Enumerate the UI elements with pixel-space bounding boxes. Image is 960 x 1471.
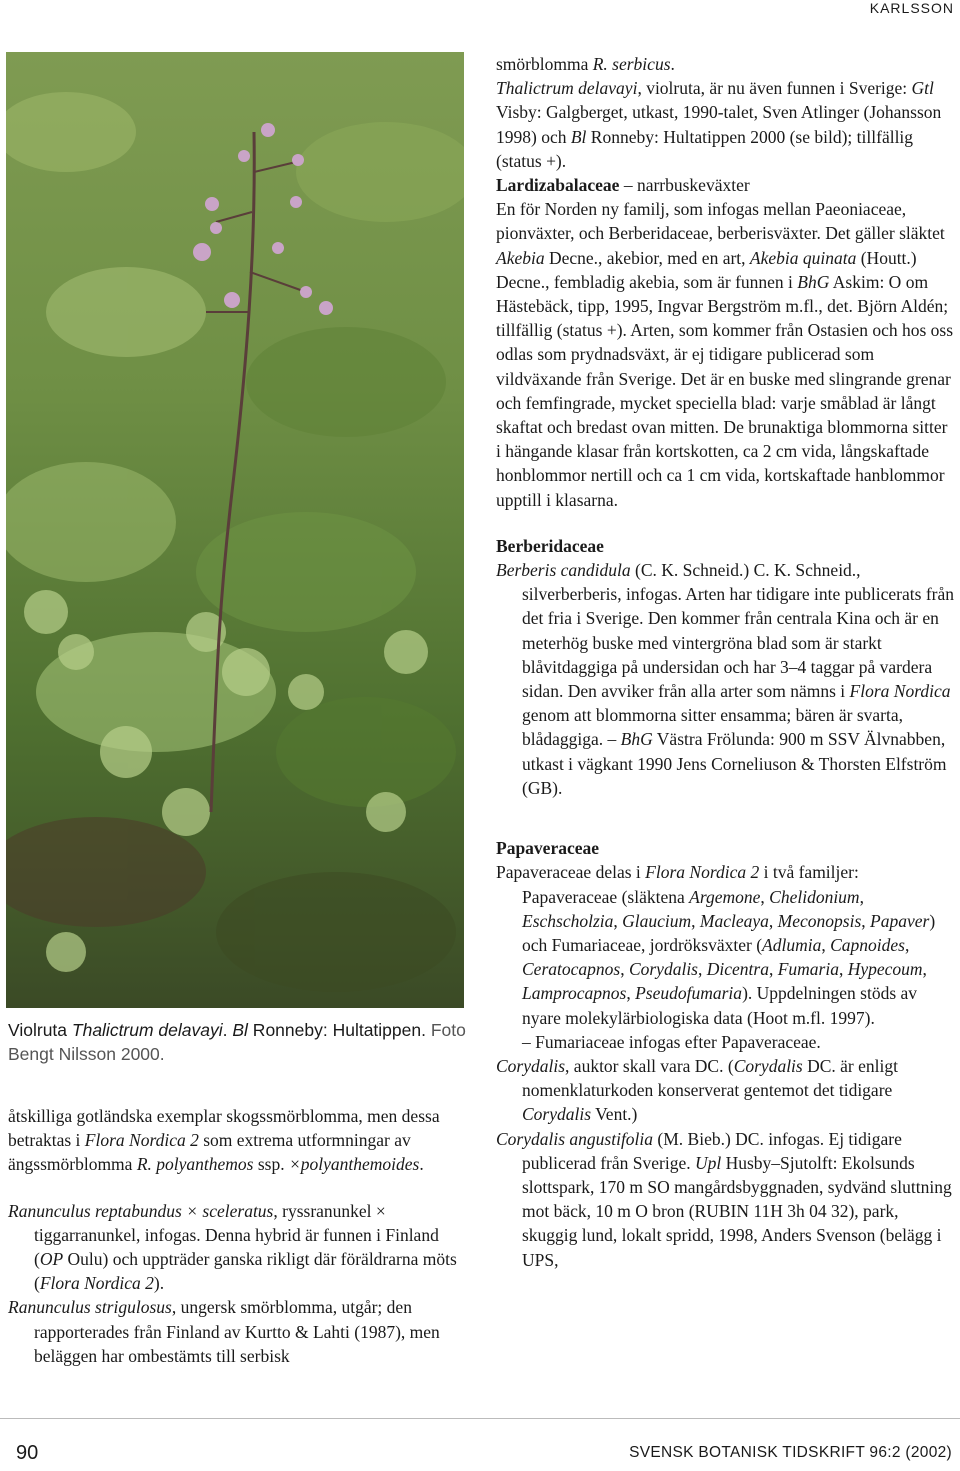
genus: Corydalis: [628, 959, 698, 980]
text: Oulu) och uppträder ganska rikligt där föräldrarna möts (: [34, 1249, 457, 1294]
text: , ryssranunkel × tiggarranunkel, infogas. Denna hybrid är funnen i Finland (: [34, 1200, 439, 1270]
paragraph: [496, 76, 954, 173]
text: ,: [861, 910, 871, 931]
taxon-name: Berberis candidula: [496, 560, 631, 581]
genus: Pseudofumaria: [635, 983, 743, 1004]
genus: Argemone: [689, 886, 761, 907]
text: Decne., akebior, med en art,: [544, 247, 750, 268]
family-heading: [496, 173, 954, 197]
family-name: Lardizabalaceae: [496, 175, 620, 196]
genus: Papaver: [870, 910, 930, 931]
text: ,: [613, 910, 623, 931]
genus: Glaucium: [622, 910, 692, 931]
left-column: [8, 1104, 468, 1368]
page-footer: [0, 1438, 960, 1468]
plant-photo: [6, 52, 464, 1008]
text: .: [419, 1154, 424, 1175]
text: ,: [859, 886, 864, 907]
paragraph: – Fumariaceae infogas efter Papaveraceae.: [522, 1031, 821, 1052]
page-number: 90: [16, 1442, 39, 1464]
genus: Eschscholzia: [522, 910, 614, 931]
genus: Ceratocapnos: [522, 959, 621, 980]
text-italic: Flora Nordica 2: [645, 862, 760, 883]
text-italic: Flora Nordica 2: [84, 1130, 199, 1151]
text: ssp.: [253, 1154, 289, 1175]
paragraph: [8, 1199, 468, 1296]
text: ,: [904, 934, 910, 955]
text: ,: [768, 959, 778, 980]
text-italic: Upl: [694, 1152, 722, 1173]
text-italic: OP: [39, 1249, 64, 1270]
caption-photo-credit: Foto Bengt Nilsson 2000.: [8, 1020, 466, 1064]
family-heading: Papaveraceae: [496, 838, 600, 859]
family-common-name: – narrbuskeväxter: [619, 175, 750, 196]
text: ,: [838, 959, 848, 980]
genus: Corydalis: [496, 1055, 566, 1076]
text: Visby: Galgberget, utkast, 1990-talet, Sven Atlinger (Johansson 1998) och: [496, 102, 942, 147]
text: Papaveraceae delas i: [496, 862, 646, 883]
paragraph: [496, 558, 954, 800]
text: ,: [626, 983, 636, 1004]
right-column: [496, 52, 954, 1272]
text: i två familjer: Papaveraceae (släktena: [522, 862, 859, 907]
taxon-name: Ranunculus strigulosus: [8, 1297, 172, 1318]
paragraph: [496, 52, 954, 76]
taxon-name: Ranunculus reptabundus × sceleratus: [8, 1200, 274, 1221]
text: Västra Frölunda: 900 m SSV Älvnabben, utkast i vägkant 1990 Jens Corneliuson & Thorsten Elfström (GB).: [522, 729, 947, 798]
text-italic: BhG: [797, 271, 830, 292]
text: ,: [698, 959, 707, 980]
text: , ungersk smörblomma, utgår; den rapporterades från Finland av Kurtto & Lahti (1987), men beläggen har ombestämts till serbisk: [34, 1297, 440, 1366]
paragraph: [496, 1054, 954, 1127]
text-italic: R. serbicus: [592, 54, 671, 74]
text: ,: [821, 934, 831, 955]
text-italic: Flora Nordica 2: [39, 1273, 154, 1294]
genus: Corydalis: [733, 1055, 803, 1076]
caption-text: Ronneby: Hultatippen.: [247, 1020, 426, 1040]
caption-text: .: [222, 1020, 233, 1040]
genus: Fumaria: [777, 959, 839, 980]
genus: Capnoides: [830, 934, 905, 955]
genus: Chelidonium: [769, 886, 860, 907]
text: ,: [760, 886, 770, 907]
text-italic: R. polyanthemos: [136, 1154, 254, 1175]
running-header-author: KARLSSON: [869, 0, 954, 16]
taxon-name: Corydalis angustifolia: [496, 1128, 654, 1149]
text: ).: [153, 1273, 165, 1294]
text: ) och Fumariaceae, jordröksväxter (: [522, 910, 936, 955]
text: .: [670, 54, 675, 74]
caption-species: Thalictrum delavayi: [71, 1020, 223, 1040]
paragraph: [496, 197, 954, 512]
paragraph: [8, 1295, 468, 1368]
footer-rule: [0, 1418, 960, 1419]
text: ,: [620, 959, 629, 980]
genus: Corydalis: [522, 1104, 592, 1125]
text: smörblomma: [496, 54, 593, 74]
text-italic: BhG: [620, 729, 653, 750]
genus: Dicentra: [706, 959, 769, 980]
text: ,: [691, 910, 700, 931]
text-italic: Akebia: [496, 247, 545, 268]
text-italic: Akebia quinata: [749, 247, 857, 268]
text: genom att blommorna sitter ensamma; bären är svarta, blådaggiga. –: [522, 705, 903, 750]
text: ,: [768, 910, 778, 931]
text: En för Norden ny familj, som infogas mellan Paeoniaceae, pionväxter, och Berberidaceae, berberisväxter. Det gäller släktet: [496, 199, 945, 244]
text: , violruta, är nu även funnen i Sverige:: [637, 78, 912, 99]
text-italic: Gtl: [911, 78, 934, 99]
genus: Hypecoum: [847, 959, 923, 980]
text-italic: ×polyanthemoides: [288, 1154, 420, 1175]
genus: Macleaya: [699, 910, 769, 931]
text: Askim: O om Hästebäck, tipp, 1995, Ingvar Bergström m.fl., det. Björn Aldén; tillfällig (status +). Arten, som kommer från Ostasien och hos oss odlas som prydnadsväxt, är ej tidigare publicerad som vildväxande från Sverige. Det är en buske med slingrande grenar och femfingrade, mycket speciella blad: varje småblad är långt skaftat och bredast ovan mitten. De brunaktiga blommorna sitter i hängande klasar från kortskotten, ca 2 cm vida, långskaftade honblommor nertill och ca 1 cm vida, kortskaftade hanblommor upptill i klasarna.: [496, 271, 954, 510]
text: Ronneby: Hultatippen 2000 (se bild); tillfällig (status +).: [496, 126, 914, 171]
text: åtskilliga gotländska exemplar skogssmörblomma, men dessa betraktas i: [8, 1106, 440, 1151]
photo-caption: [8, 1018, 468, 1066]
text: (M. Bieb.) DC. infogas. Ej tidigare publicerad från Sverige.: [522, 1128, 902, 1173]
caption-province: Bl: [232, 1020, 248, 1040]
taxon-name: Thalictrum delavayi: [496, 78, 638, 99]
genus: Lamprocapnos: [522, 983, 627, 1004]
text-italic: Bl: [570, 126, 587, 147]
text: ). Uppdelningen stöds av nyare molekylärbiologiska data (Hoot m.fl. 1997).: [522, 983, 918, 1028]
paragraph: [496, 860, 954, 1029]
text: (Houtt.) Decne., fembladig akebia, som är funnen i: [496, 247, 917, 292]
genus: Adlumia: [762, 934, 822, 955]
text-italic: Flora Nordica: [849, 681, 951, 702]
caption-text: Violruta: [8, 1020, 72, 1040]
text: ,: [922, 959, 927, 980]
genus: Meconopsis: [777, 910, 862, 931]
journal-title: SVENSK BOTANISK TIDSKRIFT 96:2 (2002): [629, 1444, 952, 1461]
paragraph: [8, 1104, 468, 1177]
family-heading: Berberidaceae: [496, 535, 604, 556]
text: , auktor skall vara DC. (: [565, 1055, 734, 1076]
text: Vent.): [591, 1104, 638, 1125]
text: (C. K. Schneid.) C. K. Schneid., silverberberis, infogas. Arten har tidigare inte publicerats från det fria i Sverige. Den kommer från centrala Kina och är en meterhög buske med vintergröna blad som är starkt blåvitdaggiga på undersidan och har 3–4 taggar på vardera sidan. Den avviker från alla arter som nämns i: [522, 560, 954, 702]
paragraph: [496, 1127, 954, 1272]
text: som extrema utformningar av ängssmörblomma: [8, 1130, 411, 1175]
text: Husby–Sjutolft: Ekolsunds slottspark, 170 m SO mangårdsbyggnaden, sydvänd sluttning mot bäck, 10 m O bron (RUBIN 11H 3h 04 32), park, skuggig lund, lokalt spridd, 1998, Anders Svenson (belägg i UPS,: [522, 1152, 952, 1270]
text: DC. är enligt nomenklaturkoden konserverat gentemot det tidigare: [522, 1055, 898, 1101]
